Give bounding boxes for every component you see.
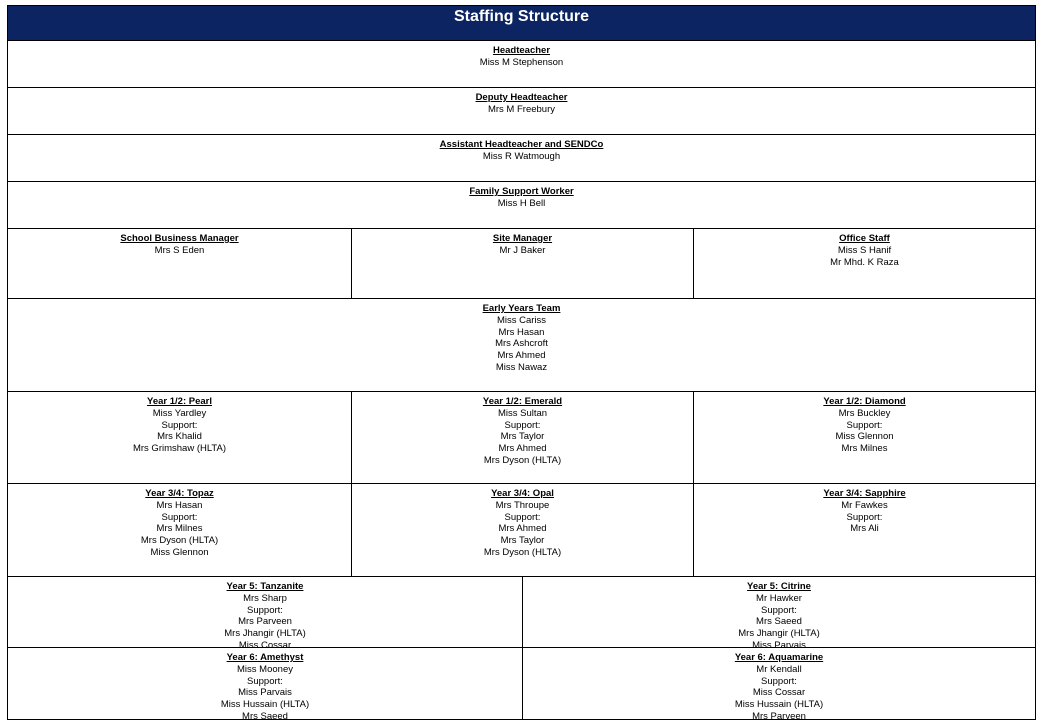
staff-name: Mrs Dyson (HLTA) (483, 546, 562, 558)
role-heading: Year 6: Amethyst (226, 652, 304, 663)
staff-name: Support: (504, 419, 541, 431)
staffing-structure-sheet (7, 5, 1036, 720)
staff-name: Mrs Taylor (500, 431, 545, 443)
staff-name: Mrs Ahmed (497, 350, 546, 362)
role-heading: Family Support Worker (469, 186, 574, 197)
staff-name: Mrs Buckley (838, 407, 891, 419)
role-heading: Year 3/4: Topaz (145, 488, 214, 499)
row-family-support (8, 181, 1035, 228)
cell-year6-aquamarine (522, 648, 1035, 719)
cell-headteacher (8, 41, 1035, 87)
row-deputy-headteacher (8, 87, 1035, 134)
cell-year6-amethyst (8, 648, 522, 719)
staff-name: Miss Glennon (150, 546, 209, 558)
cell-site-manager (351, 229, 693, 298)
staff-name: Miss Hussain (HLTA) (734, 699, 824, 711)
cell-year12-emerald (351, 392, 693, 483)
staff-name: Support: (504, 511, 541, 523)
staff-name: Miss Mooney (237, 663, 293, 675)
role-heading: Year 1/2: Pearl (147, 396, 212, 407)
staff-name: Mrs Grimshaw (HLTA) (132, 443, 227, 455)
role-heading: Year 3/4: Opal (491, 488, 554, 499)
staff-name: Mrs Parveen (238, 616, 292, 628)
row-year-5 (8, 576, 1035, 647)
staff-name: Mr J Baker (499, 244, 546, 256)
staff-name: Mrs Sharp (243, 592, 287, 604)
staff-name: Miss Sultan (497, 407, 548, 419)
staff-name: Mr Kendall (756, 663, 802, 675)
staff-name: Support: (161, 419, 198, 431)
staff-name: Mrs Saeed (242, 710, 288, 719)
staff-name: Miss Parvais (238, 687, 292, 699)
role-heading: Year 3/4: Sapphire (823, 488, 906, 499)
cell-year5-tanzanite (8, 577, 522, 647)
staff-name: Miss R Watmough (482, 150, 561, 162)
staff-name: Mrs Ahmed (498, 443, 547, 455)
staff-name: Mrs Milnes (156, 523, 203, 535)
staff-name: Support: (761, 604, 797, 616)
cell-office-staff (693, 229, 1035, 298)
staff-name: Mrs Ali (850, 523, 879, 535)
role-heading: School Business Manager (120, 233, 239, 244)
staff-name: Miss S Hanif (837, 244, 892, 256)
staff-name: Miss M Stephenson (479, 56, 564, 68)
staff-name: Mrs Ashcroft (495, 338, 548, 350)
staff-name: Mr Hawker (756, 592, 802, 604)
staff-name: Support: (761, 675, 797, 687)
staff-name: Support: (247, 675, 283, 687)
staff-name: Mrs M Freebury (487, 103, 556, 115)
staff-name: Mrs Khalid (157, 431, 202, 443)
staff-name: Mrs Saeed (756, 616, 802, 628)
staff-name: Support: (161, 511, 198, 523)
role-heading: Early Years Team (482, 303, 561, 314)
cell-early-years-team (8, 299, 1035, 391)
cell-year12-diamond (693, 392, 1035, 483)
staff-name: Miss Cossar (752, 687, 806, 699)
cell-year34-sapphire (693, 484, 1035, 576)
staff-name: Support: (247, 604, 283, 616)
staff-name: Mrs Throupe (495, 499, 550, 511)
role-heading: Site Manager (492, 233, 553, 244)
cell-year34-opal (351, 484, 693, 576)
row-headteacher (8, 40, 1035, 87)
staff-name: Mrs Jhangir (HLTA) (224, 628, 306, 640)
role-heading: Assistant Headteacher and SENDCo (439, 139, 604, 150)
staff-name: Miss Glennon (835, 431, 894, 443)
staff-name: Miss Cossar (238, 639, 292, 647)
staff-name: Miss Nawaz (495, 361, 548, 373)
cell-year34-topaz (8, 484, 351, 576)
staff-name: Mr Mhd. K Raza (830, 256, 899, 268)
staff-name: Miss H Bell (497, 197, 546, 209)
staff-name: Mrs Ahmed (498, 523, 547, 535)
row-admin-staff (8, 228, 1035, 298)
staff-name: Support: (846, 511, 883, 523)
cell-school-business-manager (8, 229, 351, 298)
staff-name: Miss Yardley (152, 407, 207, 419)
staff-name: Mrs Parveen (752, 710, 806, 719)
staff-name: Miss Hussain (HLTA) (220, 699, 310, 711)
page-title: Staffing Structure (8, 5, 1035, 40)
staff-name: Miss Cariss (496, 314, 547, 326)
cell-year5-citrine (522, 577, 1035, 647)
row-assistant-headteacher (8, 134, 1035, 181)
staff-name: Mrs Hasan (498, 326, 545, 338)
staff-name: Mrs Dyson (HLTA) (483, 454, 562, 466)
role-heading: Year 1/2: Diamond (823, 396, 906, 407)
staff-name: Mrs Taylor (500, 535, 545, 547)
role-heading: Year 6: Aquamarine (734, 652, 824, 663)
staff-name: Miss Parvais (752, 639, 806, 647)
cell-assistant-headteacher (8, 135, 1035, 181)
row-early-years (8, 298, 1035, 391)
row-year-3-4 (8, 483, 1035, 576)
role-heading: Deputy Headteacher (475, 92, 568, 103)
role-heading: Year 5: Tanzanite (226, 581, 304, 592)
role-heading: Headteacher (492, 45, 551, 56)
cell-deputy-headteacher (8, 88, 1035, 134)
cell-year12-pearl (8, 392, 351, 483)
staff-name: Mrs Dyson (HLTA) (140, 535, 219, 547)
role-heading: Office Staff (839, 233, 890, 244)
staff-name: Mrs Hasan (156, 499, 203, 511)
row-year-1-2 (8, 391, 1035, 483)
role-heading: Year 5: Citrine (747, 581, 811, 592)
staff-name: Mrs Milnes (841, 443, 888, 455)
row-year-6 (8, 647, 1035, 719)
staff-name: Mr Fawkes (841, 499, 888, 511)
role-heading: Year 1/2: Emerald (482, 396, 563, 407)
cell-family-support-worker (8, 182, 1035, 228)
staff-name: Support: (846, 419, 883, 431)
staff-name: Mrs Jhangir (HLTA) (738, 628, 820, 640)
staff-name: Mrs S Eden (154, 244, 205, 256)
